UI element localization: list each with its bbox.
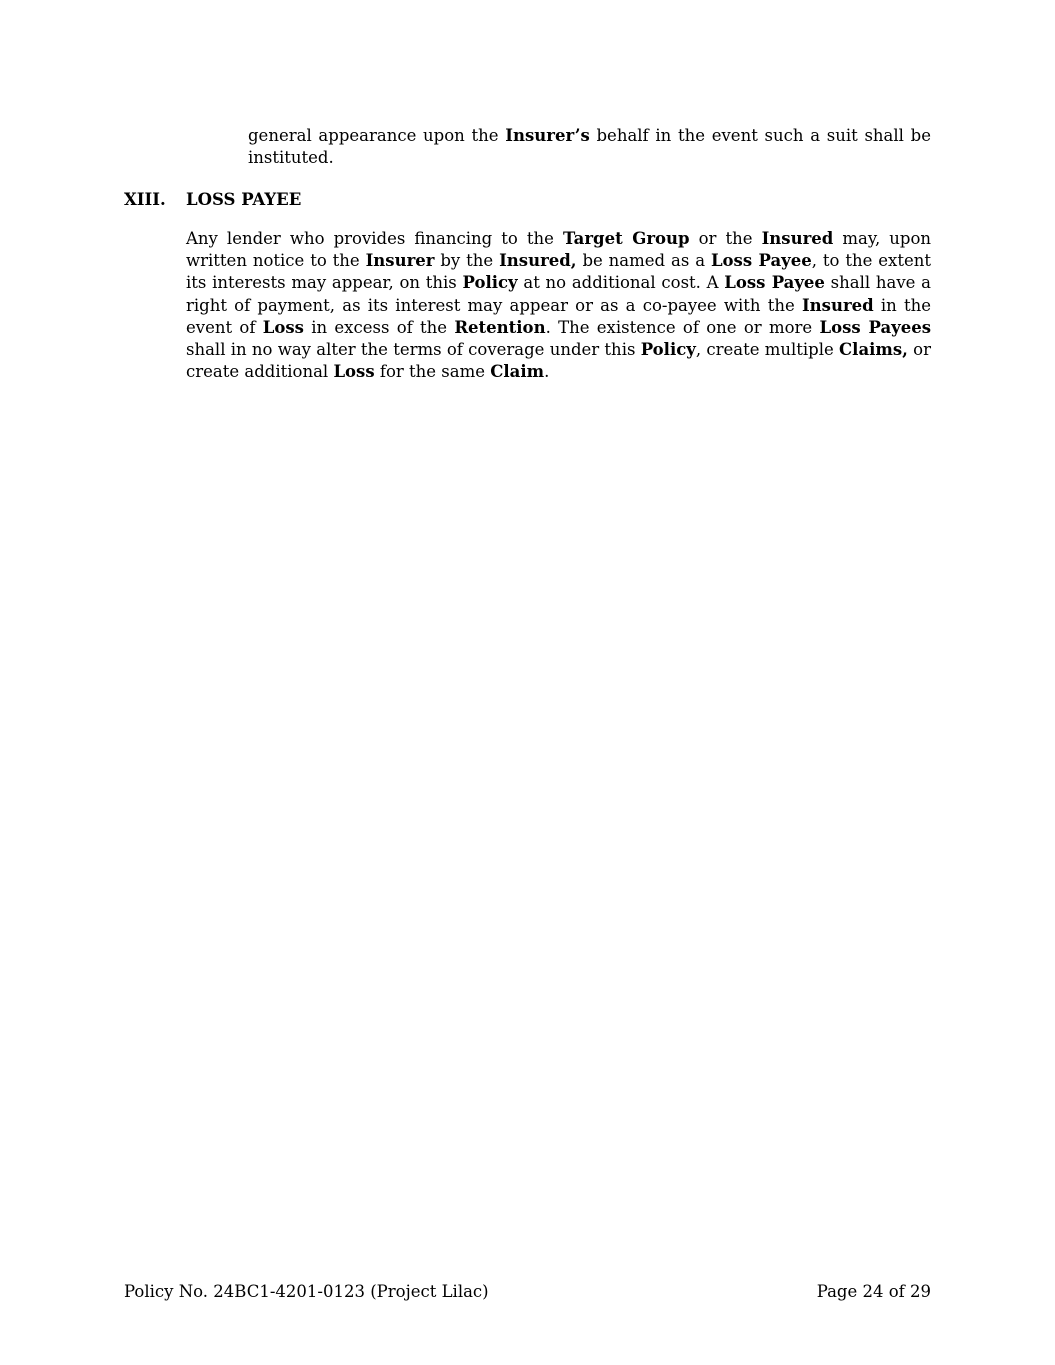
text-segment: by the	[434, 251, 500, 271]
continuation-paragraph	[248, 125, 931, 170]
page-footer	[124, 1281, 931, 1303]
text-segment: for the same	[374, 362, 491, 382]
text-segment: shall in no way alter the terms of coverage under this	[186, 340, 641, 360]
section-number: XIII.	[124, 190, 166, 209]
policy-number-text: Policy No. 24BC1-4201-0123 (Project Lilac)	[124, 1282, 489, 1301]
defined-term: Loss Payee	[710, 251, 812, 271]
defined-term: Loss	[262, 317, 304, 337]
text-segment: behalf in the event such a suit shall be instituted.	[248, 126, 931, 168]
text-segment: , to the extent its interests may appear, on this	[186, 251, 932, 293]
text-segment: in excess of the	[303, 317, 455, 337]
text-segment: in the event of	[186, 295, 931, 337]
defined-term: Insurer’s	[505, 126, 590, 145]
defined-term: Insured	[801, 295, 874, 315]
defined-term: Claim	[490, 362, 545, 382]
defined-term: Policy	[640, 340, 696, 360]
section-heading	[124, 189, 931, 211]
text-segment: shall have a right of payment, as its interest may appear or as a co-payee with the	[186, 273, 931, 315]
text-segment: . The existence of one or more	[545, 317, 820, 337]
defined-term: Insured	[761, 229, 834, 248]
defined-term: Loss Payees	[819, 317, 932, 337]
defined-term: Loss Payee	[724, 273, 825, 293]
defined-term: Policy	[462, 273, 518, 293]
text-segment: may, upon written notice to the	[186, 229, 932, 271]
defined-term: Insurer	[365, 251, 435, 271]
defined-term: Insured,	[499, 251, 577, 271]
defined-term: Target Group	[562, 229, 690, 248]
text-segment: be named as a	[576, 251, 711, 271]
section-body-paragraph	[186, 228, 931, 383]
text-segment: general appearance upon the	[248, 126, 506, 145]
section-title: LOSS PAYEE	[186, 190, 302, 209]
text-segment: or create additional	[186, 340, 931, 382]
text-segment: .	[544, 362, 550, 382]
page-number-text: Page 24 of 29	[816, 1282, 931, 1301]
defined-term: Loss	[333, 362, 375, 382]
text-segment: or the	[689, 229, 762, 248]
text-segment: , create multiple	[695, 340, 840, 360]
text-segment: at no additional cost. A	[517, 273, 725, 293]
text-segment: Any lender who provides financing to the	[186, 229, 563, 248]
defined-term: Retention	[454, 317, 546, 337]
defined-term: Claims,	[839, 340, 908, 360]
